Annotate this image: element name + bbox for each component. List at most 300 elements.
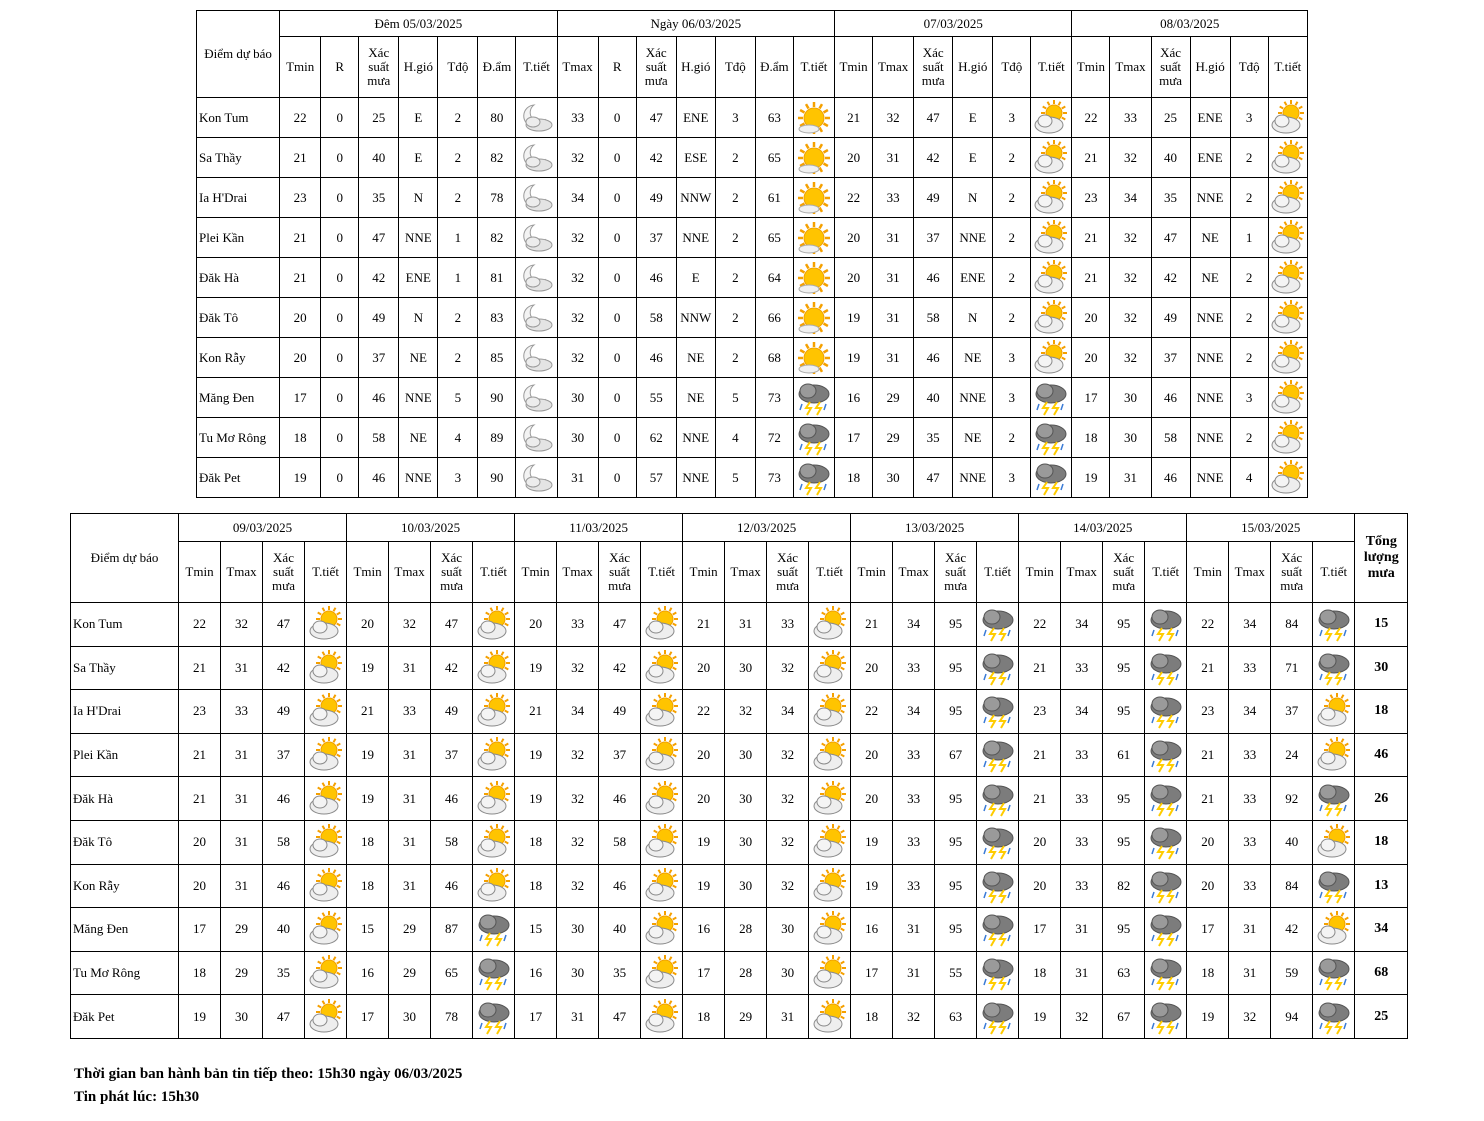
value-cell: 2 bbox=[438, 98, 478, 138]
value-cell: 18 bbox=[179, 951, 221, 995]
value-cell: 95 bbox=[935, 646, 977, 690]
partly-icon bbox=[641, 951, 683, 995]
moon-icon bbox=[516, 138, 557, 178]
total-rain-value: 30 bbox=[1355, 646, 1408, 690]
partly-icon bbox=[809, 603, 851, 647]
corner-header: Điểm dự báo bbox=[197, 11, 280, 98]
column-header: Xác suất mưa bbox=[914, 37, 953, 98]
column-header: Xác suất mưa bbox=[636, 37, 676, 98]
value-cell: 31 bbox=[1110, 458, 1151, 498]
value-cell: 2 bbox=[1230, 338, 1268, 378]
value-cell: 19 bbox=[1019, 995, 1061, 1039]
value-cell: 33 bbox=[557, 98, 598, 138]
value-cell: 46 bbox=[599, 777, 641, 821]
value-cell: 23 bbox=[1072, 178, 1110, 218]
value-cell: 46 bbox=[599, 864, 641, 908]
column-header: Tmax bbox=[725, 542, 767, 603]
value-cell: 34 bbox=[557, 178, 598, 218]
column-header: Xác suất mưa bbox=[359, 37, 399, 98]
column-header: Tmax bbox=[1061, 542, 1103, 603]
storm-icon bbox=[977, 864, 1019, 908]
value-cell: 30 bbox=[725, 820, 767, 864]
value-cell: 0 bbox=[321, 218, 359, 258]
value-cell: 58 bbox=[1151, 418, 1190, 458]
value-cell: 57 bbox=[636, 458, 676, 498]
group-header: 09/03/2025 bbox=[179, 514, 347, 542]
value-cell: 23 bbox=[280, 178, 321, 218]
value-cell: 2 bbox=[715, 138, 755, 178]
value-cell: 65 bbox=[755, 218, 793, 258]
column-header: Xác suất mưa bbox=[263, 542, 305, 603]
value-cell: 33 bbox=[873, 178, 914, 218]
value-cell: 19 bbox=[515, 733, 557, 777]
value-cell: 21 bbox=[515, 690, 557, 734]
sun-icon bbox=[793, 218, 834, 258]
table-row bbox=[197, 338, 1308, 378]
value-cell: NE bbox=[399, 338, 438, 378]
value-cell: 20 bbox=[280, 298, 321, 338]
value-cell: 31 bbox=[221, 864, 263, 908]
value-cell: 30 bbox=[767, 908, 809, 952]
sun-icon bbox=[793, 338, 834, 378]
station-name: Đăk Pet bbox=[71, 995, 179, 1039]
value-cell: 34 bbox=[557, 690, 599, 734]
value-cell: 32 bbox=[557, 864, 599, 908]
value-cell: 18 bbox=[515, 820, 557, 864]
value-cell: 25 bbox=[1151, 98, 1190, 138]
partly-icon bbox=[305, 820, 347, 864]
partly-icon bbox=[473, 603, 515, 647]
value-cell: 2 bbox=[438, 178, 478, 218]
value-cell: 85 bbox=[478, 338, 516, 378]
value-cell: 42 bbox=[263, 646, 305, 690]
value-cell: 34 bbox=[1061, 690, 1103, 734]
storm-icon bbox=[977, 690, 1019, 734]
partly-icon bbox=[473, 646, 515, 690]
partly-icon bbox=[641, 864, 683, 908]
value-cell: 2 bbox=[1230, 258, 1268, 298]
column-header: Tmin bbox=[1072, 37, 1110, 98]
value-cell: 0 bbox=[321, 418, 359, 458]
value-cell: 32 bbox=[767, 864, 809, 908]
station-name: Măng Đen bbox=[197, 378, 280, 418]
table-row bbox=[197, 138, 1308, 178]
value-cell: 20 bbox=[1187, 864, 1229, 908]
value-cell: 18 bbox=[347, 864, 389, 908]
storm-icon bbox=[1313, 777, 1355, 821]
value-cell: E bbox=[399, 98, 438, 138]
value-cell: 95 bbox=[935, 820, 977, 864]
storm-icon bbox=[793, 378, 834, 418]
value-cell: 63 bbox=[755, 98, 793, 138]
value-cell: 37 bbox=[431, 733, 473, 777]
column-header: Xác suất mưa bbox=[599, 542, 641, 603]
value-cell: 46 bbox=[359, 378, 399, 418]
value-cell: 20 bbox=[280, 338, 321, 378]
value-cell: 20 bbox=[1019, 820, 1061, 864]
storm-icon bbox=[1313, 951, 1355, 995]
station-name: Ia H'Drai bbox=[197, 178, 280, 218]
table-row bbox=[71, 777, 1408, 821]
value-cell: 0 bbox=[598, 138, 636, 178]
partly-icon bbox=[809, 733, 851, 777]
table-row bbox=[197, 458, 1308, 498]
total-rain-value: 26 bbox=[1355, 777, 1408, 821]
value-cell: 55 bbox=[636, 378, 676, 418]
value-cell: NNE bbox=[1190, 178, 1230, 218]
partly-icon bbox=[1313, 733, 1355, 777]
value-cell: 32 bbox=[389, 603, 431, 647]
group-header: Ngày 06/03/2025 bbox=[557, 11, 834, 37]
table-row bbox=[71, 951, 1408, 995]
value-cell: 18 bbox=[1072, 418, 1110, 458]
value-cell: 1 bbox=[438, 218, 478, 258]
sun-icon bbox=[793, 98, 834, 138]
station-name: Đăk Hà bbox=[197, 258, 280, 298]
value-cell: 33 bbox=[893, 777, 935, 821]
value-cell: 46 bbox=[431, 864, 473, 908]
value-cell: 19 bbox=[280, 458, 321, 498]
value-cell: 33 bbox=[1061, 646, 1103, 690]
value-cell: 16 bbox=[835, 378, 873, 418]
storm-icon bbox=[1145, 733, 1187, 777]
storm-icon bbox=[977, 908, 1019, 952]
column-header: Tmax bbox=[557, 37, 598, 98]
value-cell: N bbox=[953, 298, 993, 338]
column-header: H.gió bbox=[1190, 37, 1230, 98]
table-row bbox=[71, 908, 1408, 952]
partly-icon bbox=[641, 733, 683, 777]
group-header: 08/03/2025 bbox=[1072, 11, 1308, 37]
value-cell: 19 bbox=[1187, 995, 1229, 1039]
value-cell: 5 bbox=[438, 378, 478, 418]
value-cell: 23 bbox=[1019, 690, 1061, 734]
column-header: T.tiết bbox=[641, 542, 683, 603]
value-cell: 32 bbox=[557, 338, 598, 378]
partly-icon bbox=[1031, 98, 1072, 138]
value-cell: 33 bbox=[1229, 646, 1271, 690]
value-cell: 32 bbox=[1110, 218, 1151, 258]
value-cell: NNW bbox=[676, 178, 715, 218]
value-cell: 4 bbox=[438, 418, 478, 458]
column-header: Tmin bbox=[835, 37, 873, 98]
partly-icon bbox=[1313, 690, 1355, 734]
value-cell: 0 bbox=[321, 458, 359, 498]
value-cell: 2 bbox=[438, 138, 478, 178]
issued-time: Tin phát lúc: 15h30 bbox=[74, 1089, 200, 1105]
partly-icon bbox=[473, 864, 515, 908]
partly-icon bbox=[1031, 218, 1072, 258]
value-cell: N bbox=[953, 178, 993, 218]
partly-icon bbox=[305, 733, 347, 777]
value-cell: 32 bbox=[557, 218, 598, 258]
sun-icon bbox=[793, 298, 834, 338]
value-cell: 22 bbox=[1072, 98, 1110, 138]
value-cell: 58 bbox=[431, 820, 473, 864]
value-cell: 32 bbox=[873, 98, 914, 138]
column-header: Tmax bbox=[1110, 37, 1151, 98]
value-cell: 63 bbox=[1103, 951, 1145, 995]
value-cell: 23 bbox=[1187, 690, 1229, 734]
value-cell: 21 bbox=[1187, 646, 1229, 690]
storm-icon bbox=[1031, 458, 1072, 498]
value-cell: 89 bbox=[478, 418, 516, 458]
value-cell: 33 bbox=[1061, 820, 1103, 864]
partly-icon bbox=[809, 951, 851, 995]
partly-icon bbox=[305, 646, 347, 690]
forecast-table-short-range bbox=[196, 10, 1308, 498]
value-cell: 33 bbox=[1229, 864, 1271, 908]
value-cell: 31 bbox=[389, 820, 431, 864]
station-name: Tu Mơ Rông bbox=[197, 418, 280, 458]
value-cell: 33 bbox=[1061, 777, 1103, 821]
value-cell: 83 bbox=[478, 298, 516, 338]
column-header: Tmin bbox=[1187, 542, 1229, 603]
storm-icon bbox=[1145, 603, 1187, 647]
value-cell: 19 bbox=[683, 820, 725, 864]
value-cell: 49 bbox=[599, 690, 641, 734]
value-cell: 33 bbox=[557, 603, 599, 647]
value-cell: 19 bbox=[851, 820, 893, 864]
value-cell: 17 bbox=[347, 995, 389, 1039]
value-cell: 42 bbox=[636, 138, 676, 178]
value-cell: 0 bbox=[598, 378, 636, 418]
partly-icon bbox=[305, 995, 347, 1039]
total-rain-value: 34 bbox=[1355, 908, 1408, 952]
partly-icon bbox=[641, 646, 683, 690]
value-cell: 34 bbox=[1061, 603, 1103, 647]
partly-icon bbox=[1031, 138, 1072, 178]
value-cell: 78 bbox=[431, 995, 473, 1039]
value-cell: 31 bbox=[389, 864, 431, 908]
value-cell: 32 bbox=[1061, 995, 1103, 1039]
value-cell: 1 bbox=[1230, 218, 1268, 258]
value-cell: ENE bbox=[676, 98, 715, 138]
column-header: Xác suất mưa bbox=[1271, 542, 1313, 603]
value-cell: 2 bbox=[1230, 178, 1268, 218]
value-cell: 20 bbox=[683, 733, 725, 777]
value-cell: 20 bbox=[347, 603, 389, 647]
partly-icon bbox=[1031, 178, 1072, 218]
column-header: Tmin bbox=[179, 542, 221, 603]
value-cell: 42 bbox=[431, 646, 473, 690]
value-cell: 30 bbox=[725, 733, 767, 777]
table-row bbox=[197, 298, 1308, 338]
value-cell: 31 bbox=[389, 646, 431, 690]
value-cell: 18 bbox=[515, 864, 557, 908]
value-cell: 34 bbox=[767, 690, 809, 734]
storm-icon bbox=[1313, 603, 1355, 647]
value-cell: 32 bbox=[1110, 138, 1151, 178]
value-cell: 95 bbox=[935, 864, 977, 908]
value-cell: 16 bbox=[851, 908, 893, 952]
value-cell: NE bbox=[1190, 258, 1230, 298]
value-cell: 37 bbox=[1271, 690, 1313, 734]
value-cell: 40 bbox=[359, 138, 399, 178]
value-cell: 18 bbox=[1187, 951, 1229, 995]
value-cell: 65 bbox=[431, 951, 473, 995]
storm-icon bbox=[1313, 646, 1355, 690]
value-cell: 73 bbox=[755, 458, 793, 498]
value-cell: 64 bbox=[755, 258, 793, 298]
value-cell: 33 bbox=[1110, 98, 1151, 138]
value-cell: 29 bbox=[221, 908, 263, 952]
value-cell: 30 bbox=[557, 908, 599, 952]
value-cell: 58 bbox=[599, 820, 641, 864]
column-header: T.tiết bbox=[1145, 542, 1187, 603]
value-cell: 31 bbox=[557, 995, 599, 1039]
column-header: Xác suất mưa bbox=[767, 542, 809, 603]
value-cell: 21 bbox=[280, 138, 321, 178]
table-row bbox=[197, 218, 1308, 258]
value-cell: 24 bbox=[1271, 733, 1313, 777]
value-cell: E bbox=[953, 98, 993, 138]
value-cell: 32 bbox=[725, 690, 767, 734]
value-cell: 46 bbox=[359, 458, 399, 498]
value-cell: 18 bbox=[280, 418, 321, 458]
value-cell: 2 bbox=[715, 218, 755, 258]
value-cell: 34 bbox=[893, 603, 935, 647]
group-header: 07/03/2025 bbox=[835, 11, 1072, 37]
value-cell: 33 bbox=[893, 646, 935, 690]
station-name: Ia H'Drai bbox=[71, 690, 179, 734]
sun-icon bbox=[793, 258, 834, 298]
partly-icon bbox=[1031, 298, 1072, 338]
value-cell: 47 bbox=[263, 603, 305, 647]
value-cell: 21 bbox=[280, 218, 321, 258]
value-cell: 29 bbox=[389, 951, 431, 995]
value-cell: ESE bbox=[676, 138, 715, 178]
partly-icon bbox=[809, 646, 851, 690]
value-cell: 32 bbox=[1229, 995, 1271, 1039]
value-cell: 28 bbox=[725, 908, 767, 952]
storm-icon bbox=[1031, 378, 1072, 418]
storm-icon bbox=[1145, 864, 1187, 908]
column-header: T.tiết bbox=[305, 542, 347, 603]
value-cell: 3 bbox=[993, 378, 1031, 418]
value-cell: N bbox=[399, 178, 438, 218]
station-name: Kon Rẫy bbox=[71, 864, 179, 908]
column-header: Đ.ẩm bbox=[755, 37, 793, 98]
value-cell: 0 bbox=[321, 178, 359, 218]
storm-icon bbox=[1145, 951, 1187, 995]
value-cell: 31 bbox=[893, 908, 935, 952]
column-header: Tmin bbox=[851, 542, 893, 603]
moon-icon bbox=[516, 258, 557, 298]
value-cell: NE bbox=[399, 418, 438, 458]
column-header: Tmin bbox=[515, 542, 557, 603]
value-cell: 2 bbox=[438, 298, 478, 338]
value-cell: 58 bbox=[263, 820, 305, 864]
value-cell: 22 bbox=[1019, 603, 1061, 647]
value-cell: 31 bbox=[873, 298, 914, 338]
storm-icon bbox=[1031, 418, 1072, 458]
partly-icon bbox=[305, 864, 347, 908]
value-cell: 17 bbox=[1019, 908, 1061, 952]
value-cell: 31 bbox=[893, 951, 935, 995]
column-header: T.tiết bbox=[473, 542, 515, 603]
table-row bbox=[197, 418, 1308, 458]
table-row bbox=[71, 733, 1408, 777]
storm-icon bbox=[977, 733, 1019, 777]
value-cell: 80 bbox=[478, 98, 516, 138]
value-cell: 40 bbox=[263, 908, 305, 952]
partly-icon bbox=[641, 820, 683, 864]
value-cell: 33 bbox=[221, 690, 263, 734]
column-header: T.tiết bbox=[1313, 542, 1355, 603]
value-cell: 32 bbox=[767, 820, 809, 864]
value-cell: 31 bbox=[873, 258, 914, 298]
value-cell: 58 bbox=[914, 298, 953, 338]
value-cell: NNW bbox=[676, 298, 715, 338]
value-cell: 18 bbox=[835, 458, 873, 498]
value-cell: 35 bbox=[599, 951, 641, 995]
value-cell: 20 bbox=[1187, 820, 1229, 864]
value-cell: 16 bbox=[515, 951, 557, 995]
value-cell: 32 bbox=[1110, 258, 1151, 298]
value-cell: 71 bbox=[1271, 646, 1313, 690]
value-cell: E bbox=[676, 258, 715, 298]
value-cell: NNE bbox=[953, 378, 993, 418]
value-cell: 40 bbox=[914, 378, 953, 418]
value-cell: 66 bbox=[755, 298, 793, 338]
value-cell: NNE bbox=[1190, 418, 1230, 458]
column-header: Tmax bbox=[389, 542, 431, 603]
moon-icon bbox=[516, 378, 557, 418]
value-cell: 42 bbox=[1271, 908, 1313, 952]
column-header: T.tiết bbox=[1031, 37, 1072, 98]
station-name: Kon Rẫy bbox=[197, 338, 280, 378]
value-cell: 16 bbox=[683, 908, 725, 952]
value-cell: 95 bbox=[935, 603, 977, 647]
partly-icon bbox=[305, 690, 347, 734]
value-cell: 35 bbox=[359, 178, 399, 218]
storm-icon bbox=[977, 995, 1019, 1039]
value-cell: 0 bbox=[321, 338, 359, 378]
value-cell: 22 bbox=[280, 98, 321, 138]
value-cell: NE bbox=[676, 338, 715, 378]
station-name: Sa Thầy bbox=[71, 646, 179, 690]
value-cell: 32 bbox=[1110, 338, 1151, 378]
station-name: Sa Thầy bbox=[197, 138, 280, 178]
table-row bbox=[197, 178, 1308, 218]
table-row bbox=[71, 820, 1408, 864]
value-cell: 49 bbox=[431, 690, 473, 734]
column-header: Tđộ bbox=[715, 37, 755, 98]
value-cell: 22 bbox=[851, 690, 893, 734]
storm-icon bbox=[977, 820, 1019, 864]
value-cell: 42 bbox=[914, 138, 953, 178]
value-cell: NNE bbox=[1190, 338, 1230, 378]
column-header: Tmin bbox=[1019, 542, 1061, 603]
value-cell: 17 bbox=[851, 951, 893, 995]
value-cell: 19 bbox=[515, 777, 557, 821]
value-cell: 82 bbox=[478, 218, 516, 258]
value-cell: NE bbox=[953, 338, 993, 378]
value-cell: 2 bbox=[1230, 418, 1268, 458]
group-header: 15/03/2025 bbox=[1187, 514, 1355, 542]
value-cell: E bbox=[953, 138, 993, 178]
column-header: Tmax bbox=[893, 542, 935, 603]
partly-icon bbox=[1313, 908, 1355, 952]
partly-icon bbox=[305, 777, 347, 821]
station-name: Plei Kần bbox=[71, 733, 179, 777]
storm-icon bbox=[1145, 690, 1187, 734]
value-cell: 49 bbox=[914, 178, 953, 218]
value-cell: 0 bbox=[598, 338, 636, 378]
value-cell: 18 bbox=[683, 995, 725, 1039]
corner-header: Điểm dự báo bbox=[71, 514, 179, 603]
